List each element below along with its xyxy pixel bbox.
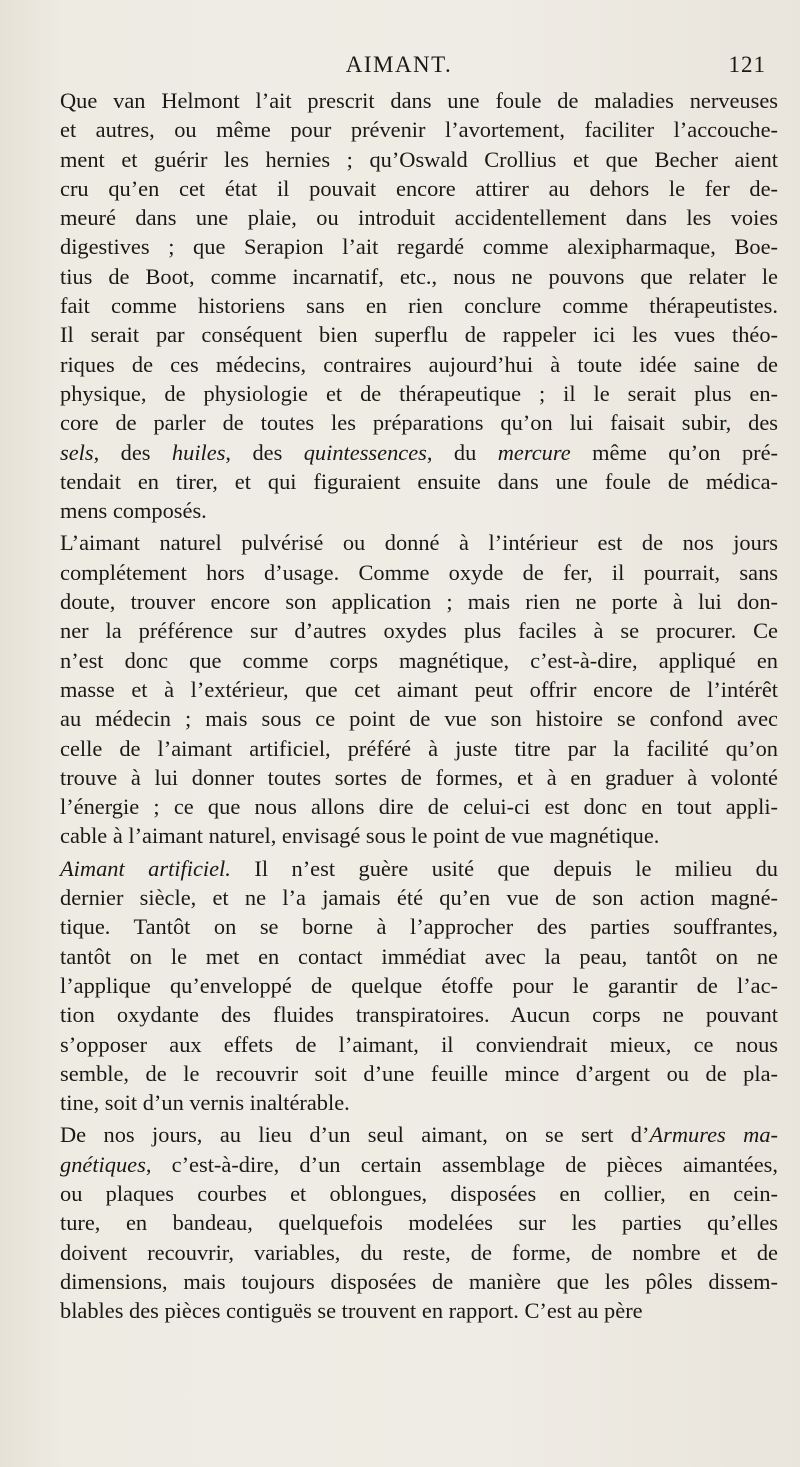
text-line <box>60 587 778 616</box>
text-segment: doute, trouver encore son application ; mais rien ne porte à lui don- <box>60 589 778 615</box>
text-segment: ner la préférence sur d’autres oxydes plus faciles à se procurer. Ce <box>60 618 778 644</box>
text-line <box>60 1179 778 1208</box>
text-segment: , du <box>426 439 498 465</box>
body-text <box>60 86 778 1325</box>
text-segment: blables des pièces contiguës se trouvent en rapport. C’est au père <box>60 1298 643 1324</box>
text-line <box>60 792 778 821</box>
text-segment: physique, de physiologie et de thérapeutique ; il le serait plus en- <box>60 380 778 406</box>
paragraph <box>60 86 778 525</box>
paragraph <box>60 1120 778 1325</box>
text-line <box>60 942 778 971</box>
text-segment: même qu’on pré- <box>570 439 778 465</box>
text-line <box>60 291 778 320</box>
text-segment: s’opposer aux effets de l’aimant, il conviendrait mieux, ce nous <box>60 1031 778 1057</box>
text-segment: tion oxydante des fluides transpiratoires. Aucun corps ne pouvant <box>60 1002 778 1028</box>
text-segment: riques de ces médecins, contraires aujourd’hui à toute idée saine de <box>60 351 778 377</box>
text-segment: celle de l’aimant artificiel, préféré à juste titre par la facilité qu’on <box>60 735 778 761</box>
text-segment: tique. Tantôt on se borne à l’approcher des parties souffrantes, <box>60 914 778 940</box>
italic-text: gnétiques <box>60 1151 146 1177</box>
paragraph <box>60 528 778 850</box>
italic-text: Armures ma- <box>649 1122 778 1148</box>
text-segment: masse et à l’extérieur, que cet aimant peut offrir encore de l’intérêt <box>60 676 778 702</box>
text-segment: tendait en tirer, et qui figuraient ensuite dans une foule de médica- <box>60 468 778 494</box>
text-segment: , c’est-à-dire, d’un certain assemblage de pièces aimantées, <box>145 1151 778 1177</box>
text-segment: digestives ; que Serapion l’ait regardé comme alexipharmaque, Boe- <box>60 234 778 260</box>
text-line <box>60 86 778 115</box>
text-segment: , des <box>225 439 304 465</box>
text-line <box>60 1120 778 1149</box>
text-segment: semble, de le recouvrir soit d’une feuille mince d’argent ou de pla- <box>60 1060 778 1086</box>
text-line <box>60 704 778 733</box>
text-line <box>60 379 778 408</box>
text-line <box>60 883 778 912</box>
text-line <box>60 734 778 763</box>
text-segment: dernier siècle, et ne l’a jamais été qu’en vue de son action magné- <box>60 885 778 911</box>
text-segment: meuré dans une plaie, ou introduit accidentellement dans les voies <box>60 205 778 231</box>
text-line <box>60 467 778 496</box>
text-line <box>60 1150 778 1179</box>
text-line <box>60 174 778 203</box>
text-line <box>60 821 778 850</box>
text-line <box>60 262 778 291</box>
text-segment: cable à l’aimant naturel, envisagé sous le point de vue magnétique. <box>60 823 660 849</box>
text-line <box>60 912 778 941</box>
text-segment: et autres, ou même pour prévenir l’avortement, faciliter l’accouche- <box>60 117 778 143</box>
text-segment: , des <box>93 439 172 465</box>
text-line <box>60 763 778 792</box>
text-segment: trouve à lui donner toutes sortes de formes, et à en graduer à volonté <box>60 764 778 790</box>
running-title: AIMANT. <box>345 52 453 77</box>
text-line <box>60 646 778 675</box>
text-line <box>60 350 778 379</box>
text-line <box>60 1267 778 1296</box>
text-line <box>60 558 778 587</box>
italic-text: sels <box>60 439 94 465</box>
text-segment: l’énergie ; ce que nous allons dire de celui-ci est donc en tout appli- <box>60 794 778 820</box>
text-segment: Il n’est guère usité que depuis le milieu du <box>230 855 778 881</box>
text-segment: fait comme historiens sans en rien conclure comme thérapeutistes. <box>60 293 778 319</box>
text-line <box>60 528 778 557</box>
text-segment: core de parler de toutes les préparations qu’on lui faisait subir, des <box>60 410 778 436</box>
text-line <box>60 1000 778 1029</box>
text-line <box>60 1088 778 1117</box>
text-segment: Que van Helmont l’ait prescrit dans une foule de maladies nerveuses <box>60 88 778 113</box>
page-number: 121 <box>728 52 766 77</box>
italic-text: Aimant artificiel. <box>60 855 231 881</box>
text-segment: au médecin ; mais sous ce point de vue son histoire se confond avec <box>60 706 778 732</box>
text-segment: tantôt on le met en contact immédiat avec la peau, tantôt on ne <box>60 943 778 969</box>
text-line <box>60 203 778 232</box>
text-segment: doivent recouvrir, variables, du reste, de forme, de nombre et de <box>60 1239 778 1265</box>
text-segment: l’applique qu’enveloppé de quelque étoffe pour le garantir de l’ac- <box>60 972 778 998</box>
text-segment: cru qu’en cet état il pouvait encore attirer au dehors le fer de- <box>60 175 778 201</box>
text-line <box>60 1296 778 1325</box>
text-line <box>60 1059 778 1088</box>
paragraph <box>60 854 778 1118</box>
text-segment: De nos jours, au lieu d’un seul aimant, on se sert d’ <box>60 1122 650 1148</box>
text-segment: ment et guérir les hernies ; qu’Oswald Crollius et que Becher aient <box>60 146 778 172</box>
text-line <box>60 675 778 704</box>
text-segment: ou plaques courbes et oblongues, disposées en collier, en cein- <box>60 1180 778 1206</box>
text-line <box>60 854 778 883</box>
text-segment: Il serait par conséquent bien superflu de rappeler ici les vues théo- <box>60 322 778 348</box>
text-line <box>60 320 778 349</box>
text-line <box>60 496 778 525</box>
text-segment: tius de Boot, comme incarnatif, etc., nous ne pouvons que relater le <box>60 263 778 289</box>
text-segment: mens composés. <box>60 498 207 524</box>
text-line <box>60 438 778 467</box>
text-segment: L’aimant naturel pulvérisé ou donné à l’intérieur est de nos jours <box>60 530 778 556</box>
text-segment: ture, en bandeau, quelquefois modelées sur les parties qu’elles <box>60 1210 778 1236</box>
text-line <box>60 616 778 645</box>
text-segment: dimensions, mais toujours disposées de manière que les pôles dissem- <box>60 1268 778 1294</box>
italic-text: huiles <box>171 439 226 465</box>
running-head <box>60 52 778 86</box>
text-line <box>60 1208 778 1237</box>
text-line <box>60 1030 778 1059</box>
text-segment: n’est donc que comme corps magnétique, c’est-à-dire, appliqué en <box>60 647 778 673</box>
text-line <box>60 408 778 437</box>
text-segment: complétement hors d’usage. Comme oxyde de fer, il pourrait, sans <box>60 559 778 585</box>
text-line <box>60 232 778 261</box>
text-segment: tine, soit d’un vernis inaltérable. <box>60 1090 350 1116</box>
text-line <box>60 1238 778 1267</box>
text-line <box>60 115 778 144</box>
italic-text: mercure <box>497 439 571 465</box>
text-line <box>60 145 778 174</box>
text-line <box>60 971 778 1000</box>
italic-text: quintessences <box>303 439 427 465</box>
